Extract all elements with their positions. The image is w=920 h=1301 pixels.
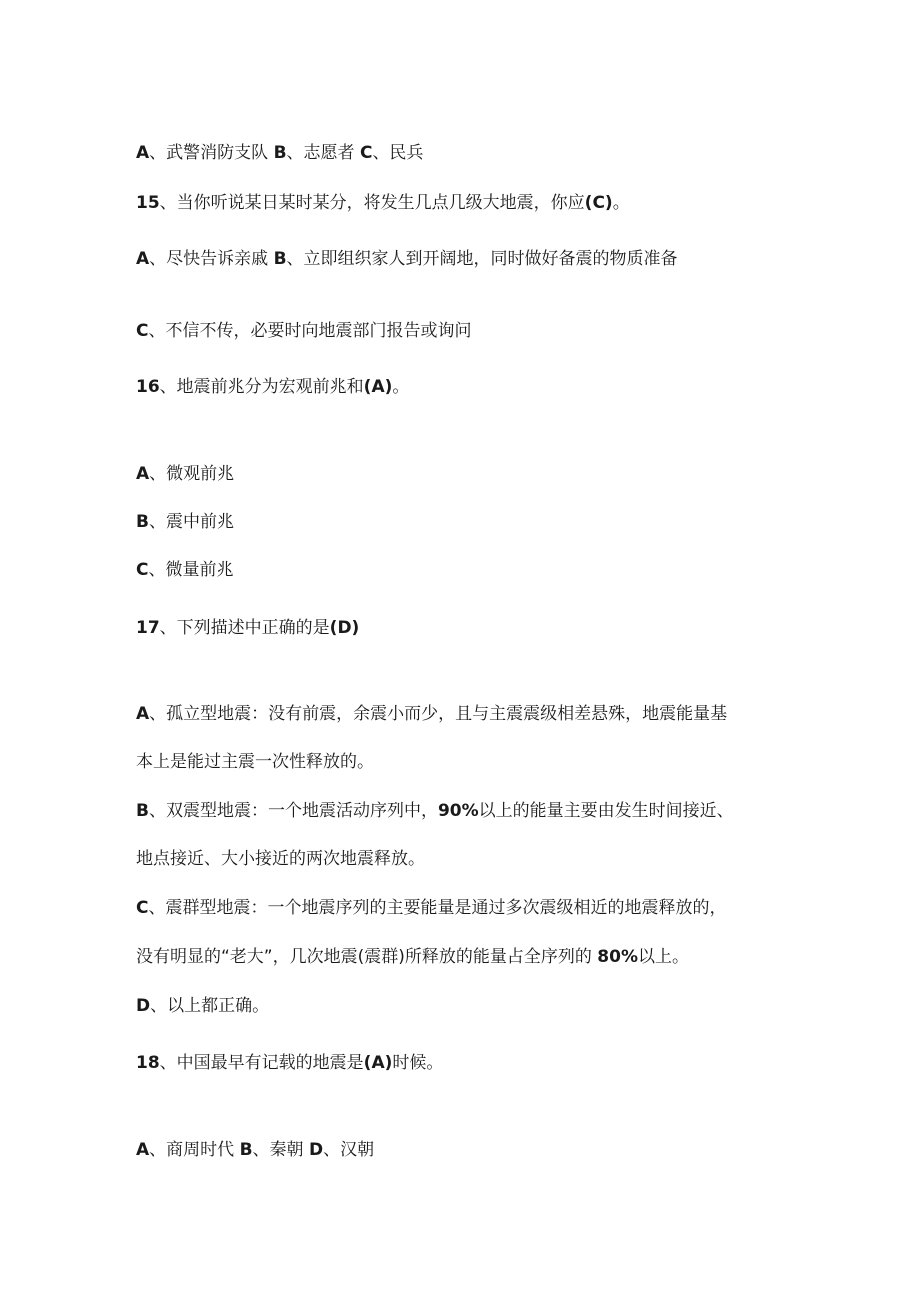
option-q16-b: B、震中前兆 <box>136 512 234 532</box>
question-15: 15、当你听说某日某时某分，将发生几点几级大地震，你应(C)。 <box>136 193 630 213</box>
option-line-q15-ab: A、尽快告诉亲戚 B、立即组织家人到开阔地，同时做好备震的物质准备 <box>136 249 678 269</box>
option-line-q14: A、武警消防支队 B、志愿者 C、民兵 <box>136 143 424 163</box>
option-q16-a: A、微观前兆 <box>136 464 235 484</box>
option-q17-b-line1: B、双震型地震：一个地震活动序列中，90%以上的能量主要由发生时间接近、 <box>136 801 734 821</box>
option-q17-a-line2: 本上是能过主震一次性释放的。 <box>136 752 374 772</box>
option-q17-c-line1: C、震群型地震：一个地震序列的主要能量是通过多次震级相近的地震释放的， <box>136 898 727 918</box>
option-q17-d: D、以上都正确。 <box>136 996 270 1016</box>
option-line-q15-c: C、不信不传，必要时向地震部门报告或询问 <box>136 321 472 341</box>
option-q17-c-line2: 没有明显的“老大”，几次地震(震群)所释放的能量占全序列的 80%以上。 <box>136 947 689 967</box>
question-16: 16、地震前兆分为宏观前兆和(A)。 <box>136 377 410 397</box>
question-18: 18、中国最早有记载的地震是(A)时候。 <box>136 1053 444 1073</box>
option-q17-a-line1: A、孤立型地震：没有前震，余震小而少，且与主震震级相差悬殊，地震能量基 <box>136 704 728 724</box>
question-17: 17、下列描述中正确的是(D) <box>136 618 360 638</box>
option-q16-c: C、微量前兆 <box>136 560 234 580</box>
option-line-q18: A、商周时代 B、秦朝 D、汉朝 <box>136 1140 375 1160</box>
option-q17-b-line2: 地点接近、大小接近的两次地震释放。 <box>136 849 425 869</box>
